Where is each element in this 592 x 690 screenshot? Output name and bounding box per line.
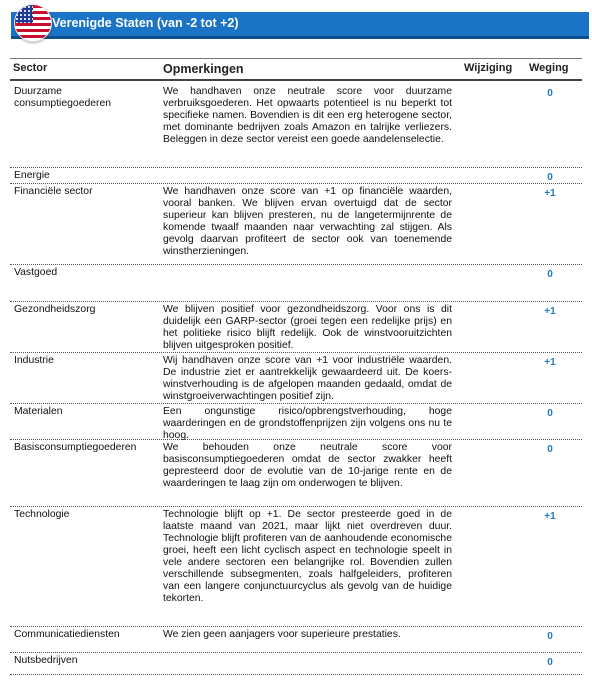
sector-name: Communicatiediensten xyxy=(14,629,120,640)
sector-name: Technologie xyxy=(14,509,70,520)
column-header-remarks: Opmerkingen xyxy=(163,62,244,76)
sector-remark: We behouden onze neutrale score voor basisconsumptiegoederen omdat de sector zwakker heeft gepresteerd door de evolutie van de 10-jarige rente en de waarderingen te laag zijn om onderwogen te blijven. xyxy=(163,442,452,489)
table-row xyxy=(10,653,582,675)
table-top-rule xyxy=(10,58,582,59)
header-rule xyxy=(10,79,582,81)
sector-weight: 0 xyxy=(547,631,553,642)
table-row xyxy=(10,353,582,404)
column-header-weight: Weging xyxy=(529,62,569,74)
sector-remark: Wij handhaven onze score van +1 voor industriële waarden. De industrie ziet er aantrekkelijk gewaardeerd uit. De koers-winstverhouding is de afgelopen maanden gedaald, omdat de winstgroeiverwachtingen positief zijn. xyxy=(163,355,452,402)
table-row xyxy=(10,507,582,627)
sector-remark: We zien geen aanjagers voor superieure prestaties. xyxy=(163,629,401,640)
sector-remark: We blijven positief voor gezondheidszorg. Voor ons is dit duidelijk een GARP-sector (groei tegen een redelijke prijs) en het politieke risico blijft redelijk. Ook de winstvooruitzichten blijven uitgesproken positief. xyxy=(163,304,452,351)
table-row xyxy=(10,302,582,353)
sector-weight: 0 xyxy=(547,408,553,419)
sector-name: Duurzame consumptiegoederen xyxy=(14,86,112,109)
table-row xyxy=(10,440,582,507)
table-row xyxy=(10,168,582,184)
sector-name: Materialen xyxy=(14,406,63,417)
sector-weight: 0 xyxy=(547,657,553,668)
sector-name: Energie xyxy=(14,170,50,181)
sector-name: Nutsbedrijven xyxy=(14,655,78,666)
table-row xyxy=(10,265,582,302)
column-header-sector: Sector xyxy=(13,62,48,74)
sector-remark: We handhaven onze neutrale score voor duurzame verbruiksgoederen. Het opwaarts potentieel is nu beperkt tot specifieke namen. Bovendien is dit een erg heterogene sector, met dominante bedrijven zoals Amazon en talrijke verliezers. Beleggen in deze sector vereist een goede aandelenselectie. xyxy=(163,86,452,145)
sector-name: Vastgoed xyxy=(14,267,58,278)
sector-remark: Een ongunstige risico/opbrengstverhouding, hoge waarderingen en de grondstoffenprijzen zijn volgens ons nu te hoog. xyxy=(163,406,452,441)
sector-name: Basisconsumptiegoederen xyxy=(14,442,137,453)
table-row xyxy=(10,184,582,265)
sector-weight: +1 xyxy=(544,188,556,199)
sector-weight: 0 xyxy=(547,88,553,99)
table-row xyxy=(10,404,582,440)
table-row xyxy=(10,84,582,168)
column-header-change: Wijziging xyxy=(464,62,513,74)
sector-weight: +1 xyxy=(544,357,556,368)
sector-weight: 0 xyxy=(547,172,553,183)
table-row xyxy=(10,627,582,653)
sector-name: Financiële sector xyxy=(14,186,93,197)
sector-weight: 0 xyxy=(547,269,553,280)
sector-weight: +1 xyxy=(544,306,556,317)
sector-table xyxy=(10,84,582,675)
page-title: Verenigde Staten (van -2 tot +2) xyxy=(52,16,239,30)
page-header-bar xyxy=(11,12,589,39)
sector-name: Industrie xyxy=(14,355,54,366)
sector-weight: +1 xyxy=(544,511,556,522)
sector-remark: We handhaven onze score van +1 op financiële waarden, vooral banken. We blijven ervan overtuigd dat de sector superieur kan blijven presteren, nu de langetermijnrente de komende twaalf maanden naar verwachting zal stijgen. Als gevolg daarvan profiteert de sector ook van toenemende winstherzieningen. xyxy=(163,186,452,257)
us-flag-icon xyxy=(14,4,52,42)
sector-remark: Technologie blijft op +1. De sector presteerde goed in de laatste maand van 2021, maar lijkt niet overdreven duur. Technologie blijft profiteren van de aanhoudende economische groei, heeft een licht cyclisch aspect en technologie speelt in vele andere sectoren een belangrijke rol. Bovendien zullen verschillende subsegmenten, zoals halfgeleiders, profiteren van een langere conjunctuurcyclus als gevolg van de huidige tekorten. xyxy=(163,509,452,604)
sector-weight: 0 xyxy=(547,444,553,455)
sector-name: Gezondheidszorg xyxy=(14,304,96,315)
